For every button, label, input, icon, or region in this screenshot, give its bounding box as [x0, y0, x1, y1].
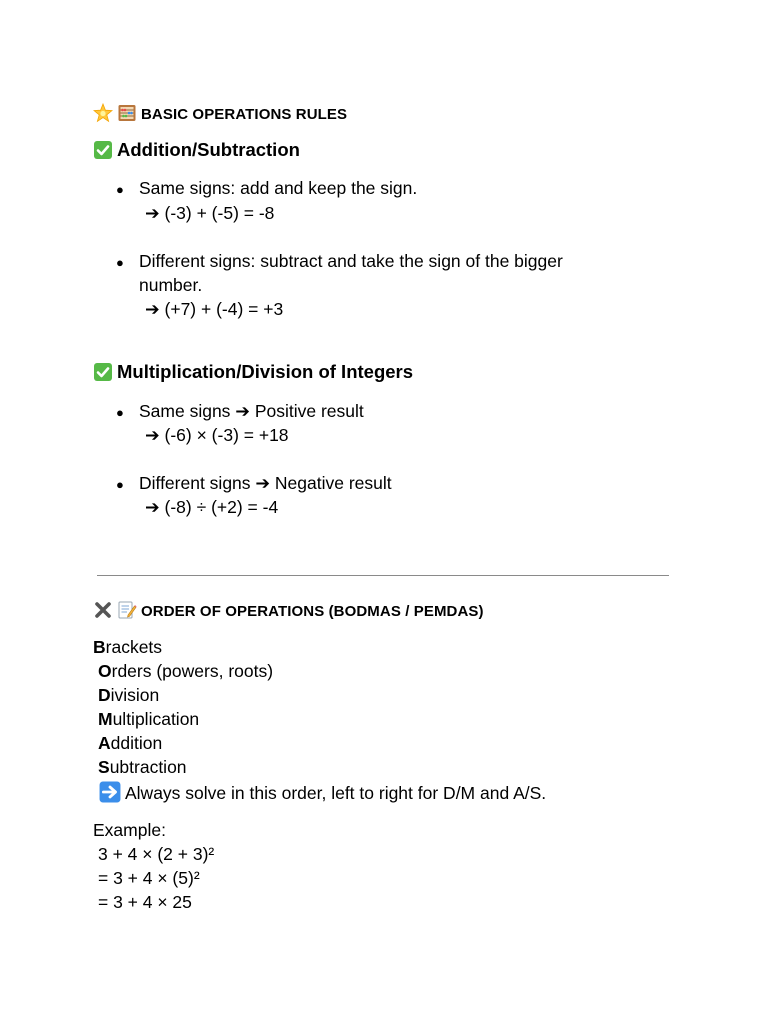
bodmas-letter: M [98, 709, 113, 729]
example-label: Example: [93, 820, 166, 840]
bodmas-letter: D [98, 685, 111, 705]
check-mark-button-icon [93, 140, 113, 160]
example-line: = 3 + 4 × 25 [98, 892, 192, 912]
bodmas-item-orders [98, 661, 273, 682]
list-item-text: Same signs ➔ Positive result [139, 401, 364, 421]
list-item-example: ➔ (-3) + (-5) = -8 [145, 203, 275, 223]
bodmas-letter: B [93, 637, 106, 657]
bodmas-word: ultiplication [112, 709, 200, 729]
section-title-text: ORDER OF OPERATIONS (BODMAS / PEMDAS) [141, 603, 484, 620]
glowing-star-icon [93, 103, 113, 123]
heavy-multiplication-x-icon [93, 600, 113, 620]
addition-subtraction-heading [93, 139, 300, 161]
example-line: = 3 + 4 × (5)² [98, 868, 200, 888]
list-item-text: Different signs: subtract and take the sign of the bigger [139, 251, 563, 271]
bullet-icon: ● [116, 405, 124, 420]
order-note [99, 781, 546, 804]
heading-text: Addition/Subtraction [117, 139, 300, 160]
note-text: Always solve in this order, left to right for D/M and A/S. [125, 783, 547, 803]
bullet-icon: ● [116, 477, 124, 492]
list-item-example: ➔ (+7) + (-4) = +3 [145, 299, 284, 319]
multiplication-division-heading [93, 361, 413, 383]
memo-icon [117, 600, 137, 620]
list-item-example: ➔ (-6) × (-3) = +18 [145, 425, 289, 445]
bodmas-word: rders (powers, roots) [111, 661, 274, 681]
bodmas-item-subtraction [98, 757, 187, 778]
heading-text: Multiplication/Division of Integers [117, 361, 414, 382]
horizontal-divider [97, 575, 669, 576]
bodmas-item-division [98, 685, 159, 706]
section-order-of-operations-title [93, 600, 484, 620]
bodmas-letter: A [98, 733, 111, 753]
list-item-example: ➔ (-8) ÷ (+2) = -4 [145, 497, 279, 517]
bodmas-letter: O [98, 661, 112, 681]
section-title-text: BASIC OPERATIONS RULES [141, 106, 348, 123]
bullet-icon: ● [116, 255, 124, 270]
bodmas-word: ubtraction [109, 757, 187, 777]
list-item-text: Different signs ➔ Negative result [139, 473, 392, 493]
bodmas-word: ddition [110, 733, 163, 753]
bodmas-letter: S [98, 757, 110, 777]
bodmas-item-brackets [93, 637, 162, 658]
bodmas-word: rackets [105, 637, 163, 657]
bodmas-item-addition [98, 733, 162, 754]
section-basic-operations-title [93, 103, 347, 123]
bodmas-word: ivision [110, 685, 160, 705]
example-line: 3 + 4 × (2 + 3)² [98, 844, 215, 864]
bodmas-item-multiplication [98, 709, 199, 730]
bullet-icon: ● [116, 182, 124, 197]
abacus-icon [117, 103, 137, 123]
list-item-text-continued: number. [139, 275, 203, 295]
list-item-text: Same signs: add and keep the sign. [139, 178, 418, 198]
right-arrow-icon [99, 781, 121, 803]
check-mark-button-icon [93, 362, 113, 382]
